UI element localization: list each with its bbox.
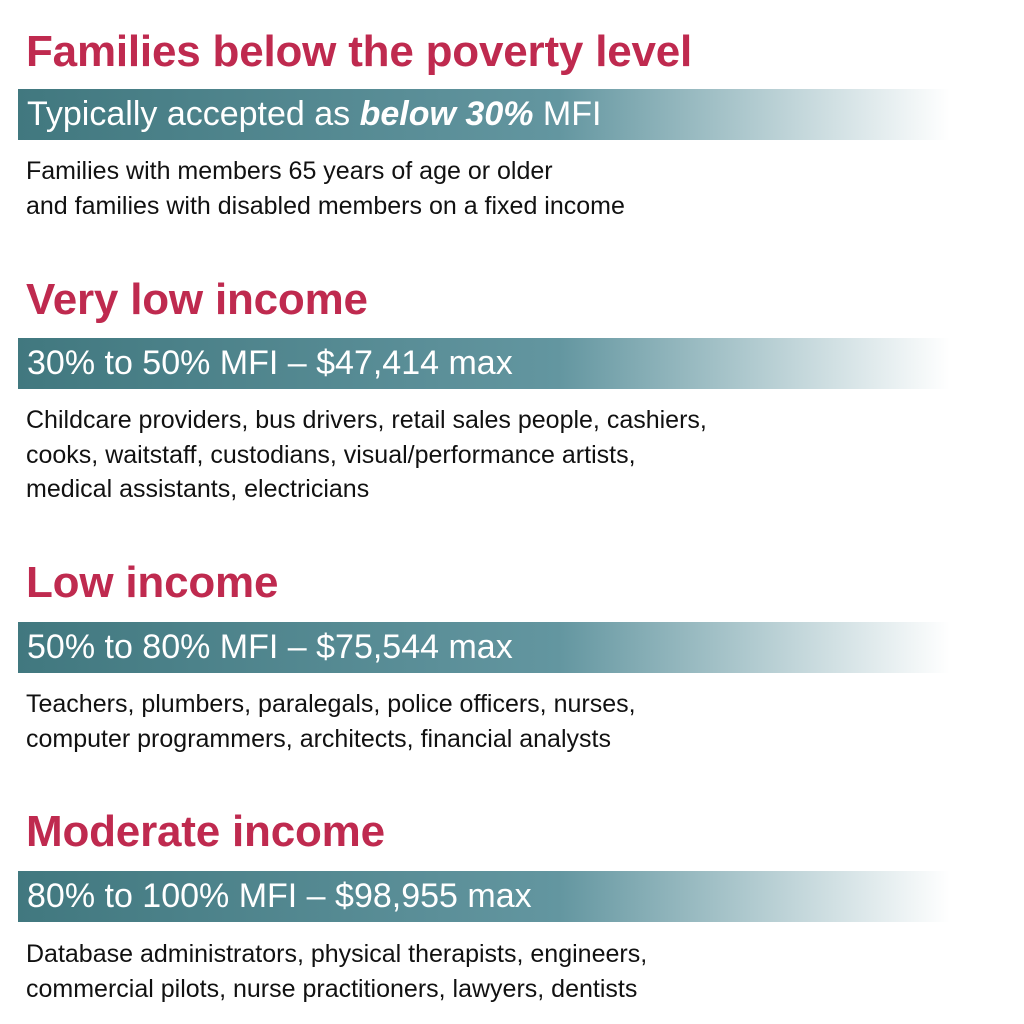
description-line: and families with disabled members on a fixed income [26, 191, 625, 220]
band-text-prefix: Typically accepted as [27, 95, 360, 133]
section-description [26, 154, 625, 223]
income-range-band [18, 338, 950, 389]
description-line: computer programmers, architects, financial analysts [26, 724, 611, 753]
band-text-emphasis: below 30% [359, 95, 534, 133]
section-description [26, 937, 647, 1006]
income-range-band [18, 89, 950, 140]
section-description [26, 403, 707, 507]
description-line: medical assistants, electricians [26, 475, 370, 503]
description-line: Database administrators, physical therapists, engineers, [26, 940, 648, 968]
description-line: Families with members 65 years of age or older [26, 157, 553, 185]
income-range-band [18, 622, 950, 673]
income-range-band [18, 871, 950, 922]
description-line: Teachers, plumbers, paralegals, police officers, nurses, [26, 690, 636, 718]
description-line: Childcare providers, bus drivers, retail sales people, cashiers, [26, 406, 707, 434]
band-text-suffix: MFI [533, 95, 602, 133]
section-description [26, 687, 636, 756]
section-heading: Very low income [26, 275, 368, 324]
description-line: commercial pilots, nurse practitioners, lawyers, dentists [26, 974, 638, 1003]
section-heading: Families below the poverty level [26, 27, 693, 76]
description-line: cooks, waitstaff, custodians, visual/performance artists, [26, 440, 636, 469]
band-text: 80% to 100% MFI – $98,955 max [27, 877, 532, 915]
section-heading: Low income [26, 558, 279, 607]
section-heading: Moderate income [26, 807, 385, 856]
band-text: 50% to 80% MFI – $75,544 max [27, 628, 513, 666]
band-text: 30% to 50% MFI – $47,414 max [27, 344, 513, 382]
